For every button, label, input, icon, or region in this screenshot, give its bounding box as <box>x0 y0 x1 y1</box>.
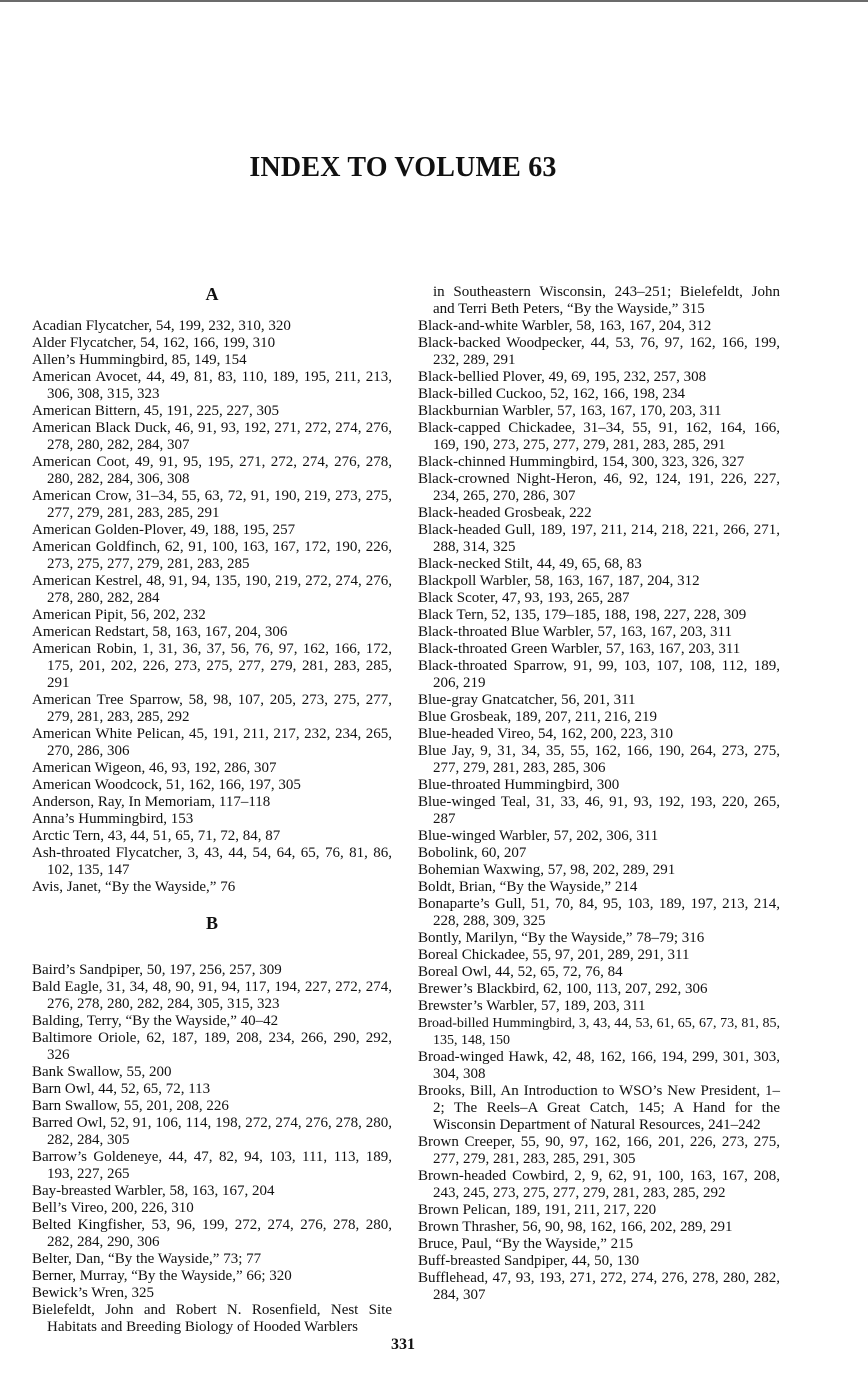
index-entry: Black Scoter, 47, 93, 193, 265, 287 <box>418 590 630 606</box>
index-entry: Balding, Terry, “By the Wayside,” 40–42 <box>32 1013 279 1029</box>
index-entry: Blue-gray Gnatcatcher, 56, 201, 311 <box>418 692 636 708</box>
index-entry: Berner, Murray, “By the Wayside,” 66; 320 <box>32 1268 292 1284</box>
index-entry: Black-headed Grosbeak, 222 <box>418 505 592 521</box>
index-entry: American Kestrel, 48, 91, 94, 135, 190, 219, 272, 274, 276, 278, 280, 282, 284 <box>32 573 392 606</box>
index-entry: Blue-headed Vireo, 54, 162, 200, 223, 310 <box>418 726 674 742</box>
right-column <box>418 284 780 1304</box>
index-entry: Barn Owl, 44, 52, 65, 72, 113 <box>32 1081 211 1097</box>
index-entry: Bruce, Paul, “By the Wayside,” 215 <box>418 1236 634 1252</box>
index-entry: Blackpoll Warbler, 58, 163, 167, 187, 204, 312 <box>418 573 700 589</box>
index-entry: Broad-winged Hawk, 42, 48, 162, 166, 194, 299, 301, 303, 304, 308 <box>418 1049 780 1082</box>
index-entry: Black-headed Gull, 189, 197, 211, 214, 218, 221, 266, 271, 288, 314, 325 <box>418 522 780 555</box>
index-entry: Barred Owl, 52, 91, 106, 114, 198, 272, 274, 276, 278, 280, 282, 284, 305 <box>32 1115 392 1148</box>
page-title: INDEX TO VOLUME 63 <box>249 152 557 183</box>
index-entry: Allen’s Hummingbird, 85, 149, 154 <box>32 352 247 368</box>
index-entry: American Bittern, 45, 191, 225, 227, 305 <box>32 403 280 419</box>
index-entry: American White Pelican, 45, 191, 211, 217, 232, 234, 265, 270, 286, 306 <box>32 726 392 759</box>
index-entry: Bontly, Marilyn, “By the Wayside,” 78–79; 316 <box>418 930 705 946</box>
index-entry: Bielefeldt, John and Robert N. Rosenfield, Nest Site Habitats and Breeding Biology of Hooded Warblers <box>32 1302 392 1335</box>
index-entry: Brown Pelican, 189, 191, 211, 217, 220 <box>418 1202 657 1218</box>
index-entry: American Woodcock, 51, 162, 166, 197, 305 <box>32 777 301 793</box>
index-entry: Avis, Janet, “By the Wayside,” 76 <box>32 879 236 895</box>
index-entry: Black-throated Sparrow, 91, 99, 103, 107, 108, 112, 189, 206, 219 <box>418 658 780 691</box>
index-entry: Bewick’s Wren, 325 <box>32 1285 155 1301</box>
index-entry: American Avocet, 44, 49, 81, 83, 110, 189, 195, 211, 213, 306, 308, 315, 323 <box>32 369 392 402</box>
index-entry: Black-throated Green Warbler, 57, 163, 167, 203, 311 <box>418 641 741 657</box>
index-entry: Bald Eagle, 31, 34, 48, 90, 91, 94, 117, 194, 227, 272, 274, 276, 278, 280, 282, 284, 305, 315, 323 <box>32 979 392 1012</box>
index-entry: Blackburnian Warbler, 57, 163, 167, 170, 203, 311 <box>418 403 722 419</box>
index-entry: American Wigeon, 46, 93, 192, 286, 307 <box>32 760 277 776</box>
index-entry: Boreal Owl, 44, 52, 65, 72, 76, 84 <box>418 964 623 980</box>
index-entry: American Tree Sparrow, 58, 98, 107, 205, 273, 275, 277, 279, 281, 283, 285, 292 <box>32 692 392 725</box>
index-entry: Brown Creeper, 55, 90, 97, 162, 166, 201, 226, 273, 275, 277, 279, 281, 283, 285, 291, 305 <box>418 1134 780 1167</box>
index-entry: Bohemian Waxwing, 57, 98, 202, 289, 291 <box>418 862 676 878</box>
index-entry: Black-and-white Warbler, 58, 163, 167, 204, 312 <box>418 318 712 334</box>
index-entry: Black-capped Chickadee, 31–34, 55, 91, 162, 164, 166, 169, 190, 273, 275, 277, 279, 281, 283, 285, 291 <box>418 420 780 453</box>
index-entry: Acadian Flycatcher, 54, 199, 232, 310, 320 <box>32 318 291 334</box>
index-entry: American Black Duck, 46, 91, 93, 192, 271, 272, 274, 276, 278, 280, 282, 284, 307 <box>32 420 392 453</box>
index-entry: Belted Kingfisher, 53, 96, 199, 272, 274, 276, 278, 280, 282, 284, 290, 306 <box>32 1217 392 1250</box>
entries-a <box>32 318 392 896</box>
index-entry: Boreal Chickadee, 55, 97, 201, 289, 291, 311 <box>418 947 690 963</box>
section-heading-b: B <box>205 913 218 933</box>
index-entry: American Coot, 49, 91, 95, 195, 271, 272, 274, 276, 278, 280, 282, 284, 306, 308 <box>32 454 392 487</box>
index-entry: Bufflehead, 47, 93, 193, 271, 272, 274, 276, 278, 280, 282, 284, 307 <box>418 1270 780 1303</box>
index-entry: American Golden-Plover, 49, 188, 195, 257 <box>32 522 296 538</box>
index-entry: American Goldfinch, 62, 91, 100, 163, 167, 172, 190, 226, 273, 275, 277, 279, 281, 283, 285 <box>32 539 392 572</box>
page-number: 331 <box>391 1336 415 1353</box>
index-entry: Black-billed Cuckoo, 52, 162, 166, 198, 234 <box>418 386 686 402</box>
index-entry: Baird’s Sandpiper, 50, 197, 256, 257, 309 <box>32 962 282 978</box>
index-entry: American Pipit, 56, 202, 232 <box>32 607 206 623</box>
index-entry: American Robin, 1, 31, 36, 37, 56, 76, 97, 162, 166, 172, 175, 201, 202, 226, 273, 275, 277, 279, 281, 283, 285, 291 <box>32 641 392 691</box>
index-entry: Blue Jay, 9, 31, 34, 35, 55, 162, 166, 190, 264, 273, 275, 277, 279, 281, 283, 285, 306 <box>418 743 780 776</box>
index-entry: Belter, Dan, “By the Wayside,” 73; 77 <box>32 1251 262 1267</box>
top-rule <box>0 0 868 2</box>
index-entry: American Redstart, 58, 163, 167, 204, 306 <box>32 624 288 640</box>
index-entry: Alder Flycatcher, 54, 162, 166, 199, 310 <box>32 335 276 351</box>
index-entry: American Crow, 31–34, 55, 63, 72, 91, 190, 219, 273, 275, 277, 279, 281, 283, 285, 291 <box>32 488 392 521</box>
index-entry: Barn Swallow, 55, 201, 208, 226 <box>32 1098 229 1114</box>
index-entry: Black-bellied Plover, 49, 69, 195, 232, 257, 308 <box>418 369 707 385</box>
index-entry: Blue-throated Hummingbird, 300 <box>418 777 620 793</box>
index-entry: Bobolink, 60, 207 <box>418 845 527 861</box>
index-entry: Ash-throated Flycatcher, 3, 43, 44, 54, 64, 65, 76, 81, 86, 102, 135, 147 <box>32 845 392 878</box>
index-entry: Blue Grosbeak, 189, 207, 211, 216, 219 <box>418 709 658 725</box>
index-entry: Boldt, Brian, “By the Wayside,” 214 <box>418 879 638 895</box>
index-entry: Brooks, Bill, An Introduction to WSO’s New President, 1–2; The Reels–A Great Catch, 145; A Hand for the Wisconsin Department of Natural Resources, 241–242 <box>418 1083 780 1133</box>
index-entry: Buff-breasted Sandpiper, 44, 50, 130 <box>418 1253 640 1269</box>
index-entry: Bay-breasted Warbler, 58, 163, 167, 204 <box>32 1183 275 1199</box>
index-entry: Brewster’s Warbler, 57, 189, 203, 311 <box>418 998 646 1014</box>
index-entry: Arctic Tern, 43, 44, 51, 65, 71, 72, 84, 87 <box>32 828 281 844</box>
index-entry: Brown Thrasher, 56, 90, 98, 162, 166, 202, 289, 291 <box>418 1219 733 1235</box>
index-entry: Black Tern, 52, 135, 179–185, 188, 198, 227, 228, 309 <box>418 607 747 623</box>
index-entry: Barrow’s Goldeneye, 44, 47, 82, 94, 103, 111, 113, 189, 193, 227, 265 <box>32 1149 392 1182</box>
index-entry: Bell’s Vireo, 200, 226, 310 <box>32 1200 194 1216</box>
section-heading-a: A <box>205 284 219 304</box>
entries-b <box>32 962 392 1336</box>
index-entry: Black-necked Stilt, 44, 49, 65, 68, 83 <box>418 556 642 572</box>
index-entry: Bonaparte’s Gull, 51, 70, 84, 95, 103, 189, 197, 213, 214, 228, 288, 309, 325 <box>418 896 780 929</box>
index-entry: Bank Swallow, 55, 200 <box>32 1064 172 1080</box>
index-entry: Anna’s Hummingbird, 153 <box>32 811 194 827</box>
index-entry: Brewer’s Blackbird, 62, 100, 113, 207, 292, 306 <box>418 981 708 997</box>
index-entry: Broad-billed Hummingbird, 3, 43, 44, 53, 61, 65, 67, 73, 81, 85, 135, 148, 150 <box>418 1016 780 1048</box>
index-entry: Black-chinned Hummingbird, 154, 300, 323, 326, 327 <box>418 454 745 470</box>
index-entry: Baltimore Oriole, 62, 187, 189, 208, 234, 266, 290, 292, 326 <box>32 1030 392 1063</box>
index-entry-continuation: in Southeastern Wisconsin, 243–251; Bielefeldt, John and Terri Beth Peters, “By the Wayside,” 315 <box>433 284 780 317</box>
index-entry: Brown-headed Cowbird, 2, 9, 62, 91, 100, 163, 167, 208, 243, 245, 273, 275, 277, 279, 281, 283, 285, 292 <box>418 1168 780 1201</box>
index-entry: Blue-winged Teal, 31, 33, 46, 91, 93, 192, 193, 220, 265, 287 <box>418 794 780 827</box>
index-entry: Black-backed Woodpecker, 44, 53, 76, 97, 162, 166, 199, 232, 289, 291 <box>418 335 780 368</box>
left-column <box>32 284 392 1336</box>
index-entry: Blue-winged Warbler, 57, 202, 306, 311 <box>418 828 659 844</box>
index-entry: Black-crowned Night-Heron, 46, 92, 124, 191, 226, 227, 234, 265, 270, 286, 307 <box>418 471 780 504</box>
index-entry: Anderson, Ray, In Memoriam, 117–118 <box>32 794 271 810</box>
index-entry: Black-throated Blue Warbler, 57, 163, 167, 203, 311 <box>418 624 732 640</box>
